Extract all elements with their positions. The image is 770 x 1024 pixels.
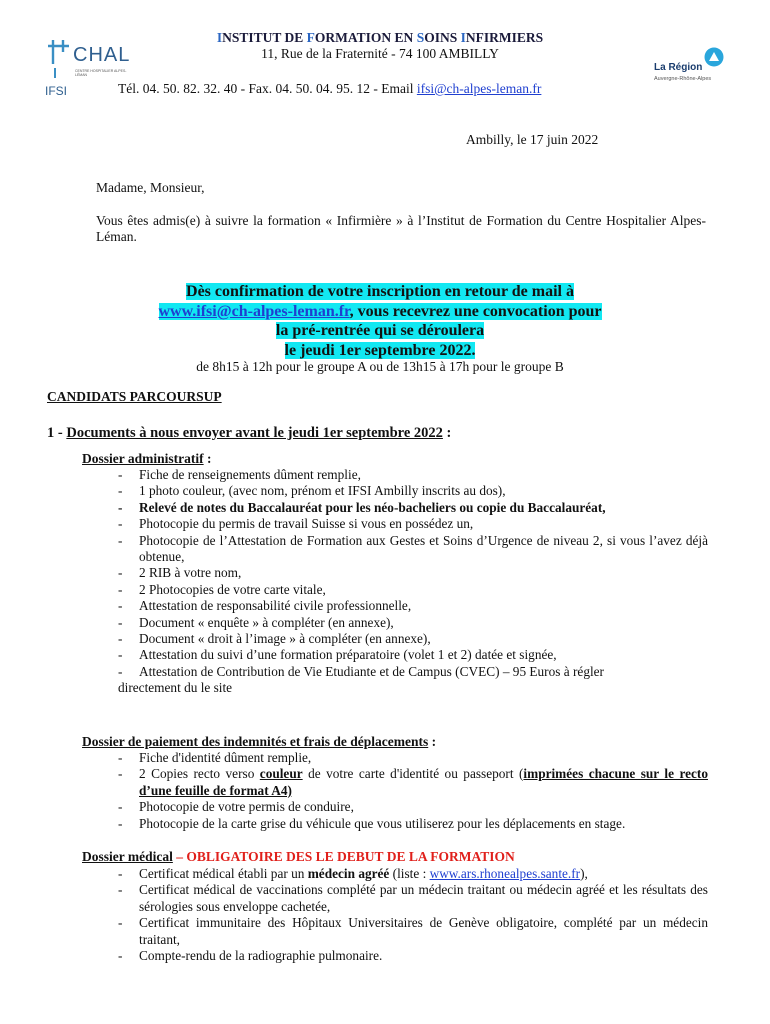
letter-intro: Vous êtes admis(e) à suivre la formation « Infirmière » à l’Institut de Formation du Centre Hospitalier Alpes-Léman. (96, 213, 706, 244)
list-item: - Attestation de Contribution de Vie Etudiante et de Campus (CVEC) – 95 Euros à régler (116, 664, 708, 680)
admin-colon: : (203, 451, 212, 466)
chal-logo-subtitle: CENTRE HOSPITALIER ALPES-LÉMAN (75, 69, 127, 77)
list-item: - Attestation de responsabilité civile professionnelle, (116, 598, 708, 614)
list-item: - Fiche de renseignements dûment remplie, (116, 467, 708, 483)
title-initial: S (416, 30, 425, 45)
region-logo-text: La Région (654, 62, 703, 73)
medical-title: Dossier médical (82, 849, 173, 864)
institute-contact (118, 81, 541, 97)
medical-item1-d: ), (580, 866, 588, 881)
title-segment: NSTITUT DE (222, 30, 307, 45)
title-segment: OINS (424, 30, 461, 45)
list-item (116, 866, 708, 882)
highlight-email-link[interactable]: www.ifsi@ch-alpes-leman.fr (158, 302, 350, 320)
contact-phone-fax: Tél. 04. 50. 82. 32. 40 - Fax. 04. 50. 04. 95. 12 - Email (118, 81, 417, 96)
title-initial: I (460, 30, 466, 45)
list-item: - Photocopie de votre permis de conduire, (116, 799, 708, 815)
list-item: - Photocopie du permis de travail Suisse si vous en possédez un, (116, 516, 708, 532)
list-item: - Attestation du suivi d’une formation préparatoire (volet 1 et 2) datée et signée, (116, 647, 708, 663)
highlight-line-2: , vous recevrez une convocation pour (349, 302, 602, 320)
region-logo (654, 47, 734, 81)
admin-title: Dossier administratif (82, 451, 204, 466)
list-item: - 1 photo couleur, (avec nom, prénom et IFSI Ambilly inscrits au dos), (116, 483, 708, 499)
chal-logo-text: CHAL (73, 44, 131, 66)
ifsi-logo-text: IFSI (45, 84, 68, 98)
list-item: - Photocopie de la carte grise du véhicule que vous utiliserez pour les déplacements en stage. (116, 816, 708, 832)
candidats-heading: CANDIDATS PARCOURSUP (47, 389, 222, 404)
payment-heading (82, 734, 436, 750)
admin-list (116, 467, 708, 697)
highlight-line-4: le jeudi 1er septembre 2022. (284, 341, 476, 359)
list-item: - Compte-rendu de la radiographie pulmonaire. (116, 948, 708, 964)
list-item-continuation: directement du le site (118, 680, 233, 696)
payment-item2-b: couleur (259, 766, 303, 782)
list-item: - Fiche d'identité dûment remplie, (116, 750, 708, 766)
region-logo-subtitle: Auvergne-Rhône-Alpes (654, 76, 712, 82)
institute-address: 11, Rue de la Fraternité - 74 100 AMBILLY (261, 46, 499, 61)
list-item: - Photocopie de l’Attestation de Formation aux Gestes et Soins d’Urgence de niveau 2, si vous l’avez déjà obtenue, (116, 533, 708, 566)
medical-heading (82, 849, 515, 865)
payment-item2-c: de votre carte d'identité ou passeport ( (302, 766, 524, 782)
list-item: - 2 Photocopies de votre carte vitale, (116, 582, 708, 598)
highlight-line-1: Dès confirmation de votre inscription en retour de mail à (186, 283, 574, 300)
admin-heading (82, 451, 212, 467)
highlight-line-3: la pré-rentrée qui se déroulera (275, 322, 485, 339)
payment-list (116, 750, 708, 832)
medical-dash: – (172, 849, 187, 864)
payment-colon: : (428, 734, 437, 749)
payment-item2-a: 2 Copies recto verso (139, 766, 260, 782)
title-segment: ORMATION EN (314, 30, 417, 45)
list-item: - Relevé de notes du Baccalauréat pour les néo-bacheliers ou copie du Baccalauréat, (116, 500, 708, 516)
section-1-number: 1 - (47, 425, 67, 441)
letter-date: Ambilly, le 17 juin 2022 (466, 132, 599, 147)
letter-greeting: Madame, Monsieur, (96, 180, 205, 195)
list-item: - Document « droit à l’image » à compléter (en annexe), (116, 631, 708, 647)
list-item (116, 766, 708, 799)
highlight-notice (100, 282, 660, 360)
title-segment: NFIRMIERS (465, 30, 544, 45)
contact-email-link[interactable]: ifsi@ch-alpes-leman.fr (416, 81, 542, 96)
section-1-heading (47, 425, 451, 441)
list-item: - Document « enquête » à compléter (en annexe), (116, 615, 708, 631)
payment-item2-d: imprimées chacune sur le recto d’une feuille de format A4) (139, 766, 708, 798)
title-initial: I (216, 30, 223, 45)
section-1-title: Documents à nous envoyer avant le jeudi 1er septembre 2022 (66, 425, 443, 441)
list-item: - 2 RIB à votre nom, (116, 565, 708, 581)
payment-title: Dossier de paiement des indemnités et frais de déplacements (82, 734, 429, 749)
title-initial: F (306, 30, 315, 45)
list-item: - Certificat médical de vaccinations complété par un médecin traitant ou médecin agréé et les résultats des sérologies sous enveloppe cachetée, (116, 882, 708, 915)
list-item: - Certificat immunitaire des Hôpitaux Universitaires de Genève obligatoire, complété par un médecin traitant, (116, 915, 708, 948)
institute-title (120, 30, 640, 46)
medical-item1-b: médecin agréé (307, 866, 390, 881)
medical-warning: OBLIGATOIRE DES LE DEBUT DE LA FORMATION (186, 849, 515, 864)
medical-item1-c: (liste : (389, 866, 430, 881)
section-1-colon: : (442, 425, 452, 441)
medical-list (116, 866, 708, 964)
ars-link[interactable]: www.ars.rhonealpes.sante.fr (429, 866, 581, 881)
group-times: de 8h15 à 12h pour le groupe A ou de 13h15 à 17h pour le groupe B (196, 359, 564, 374)
medical-item1-a: Certificat médical établi par un (139, 866, 308, 881)
